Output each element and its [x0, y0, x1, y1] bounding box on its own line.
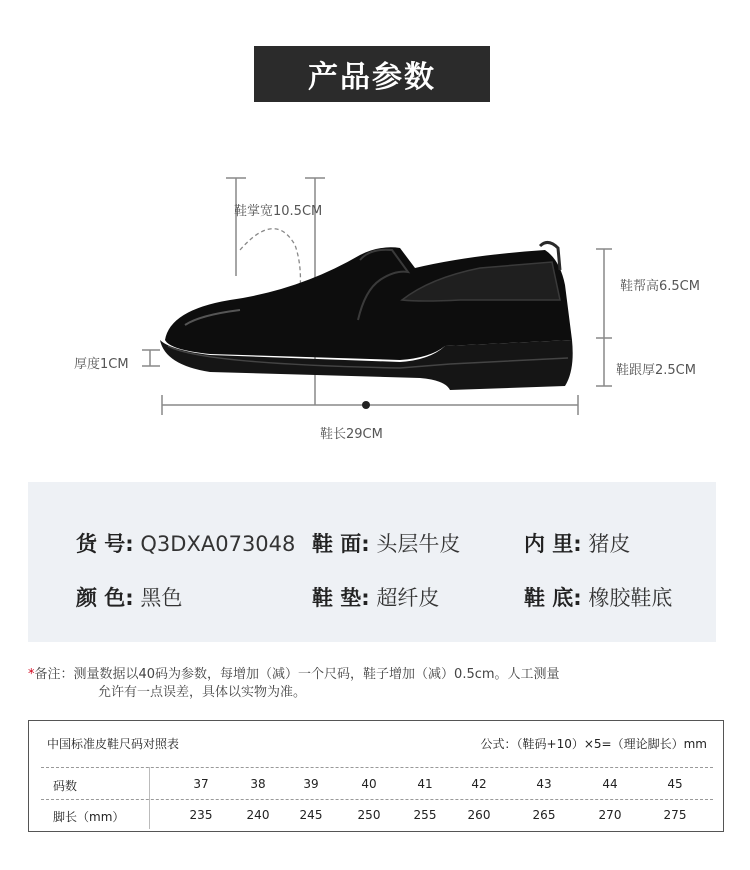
foot-length-cell: 270 [598, 808, 622, 822]
table-divider [41, 799, 713, 800]
size-table-title: 中国标准皮鞋尺码对照表 [47, 737, 180, 751]
upper-height-label: 鞋帮高6.5CM [620, 279, 700, 294]
foot-length-cell: 275 [663, 808, 687, 822]
size-cell: 42 [471, 777, 487, 791]
size-cell: 41 [417, 777, 433, 791]
shoe-diagram [0, 150, 750, 450]
param-item-no: 货 号: Q3DXA073048 [76, 532, 296, 556]
param-upper: 鞋 面: 头层牛皮 [312, 532, 461, 556]
row-label-foot-length: 脚长（mm） [53, 810, 125, 824]
param-color: 颜 色: 黑色 [76, 586, 183, 610]
size-cell: 45 [667, 777, 683, 791]
foot-length-cell: 250 [357, 808, 381, 822]
page-title: 产品参数 [254, 46, 490, 102]
foot-length-cell: 255 [413, 808, 437, 822]
size-formula: 公式：（鞋码+10）×5=（理论脚长）mm [480, 737, 707, 751]
size-cell: 43 [536, 777, 552, 791]
size-cell: 38 [250, 777, 266, 791]
shoe-illustration [0, 150, 750, 450]
measurement-note: *备注：测量数据以40码为参数，每增加（减）一个尺码，鞋子增加（减）0.5cm。人工测量 允许有一点误差，具体以实物为准。 [28, 667, 560, 700]
param-insole: 鞋 垫: 超纤皮 [312, 586, 440, 610]
table-column-separator [149, 767, 150, 829]
param-lining: 内 里: 猪皮 [524, 532, 631, 556]
foot-length-cell: 240 [246, 808, 270, 822]
param-outsole: 鞋 底: 橡胶鞋底 [524, 586, 673, 610]
toe-width-label: 鞋掌宽10.5CM [234, 204, 323, 219]
heel-thickness-label: 鞋跟厚2.5CM [616, 363, 696, 378]
foot-length-cell: 265 [532, 808, 556, 822]
foot-length-cell: 245 [299, 808, 323, 822]
product-params [28, 482, 716, 642]
size-cell: 39 [303, 777, 319, 791]
size-cell: 44 [602, 777, 618, 791]
foot-length-cell: 235 [189, 808, 213, 822]
size-cell: 37 [193, 777, 209, 791]
size-cell: 40 [361, 777, 377, 791]
size-chart-table [28, 720, 724, 832]
table-divider [41, 767, 713, 768]
length-label: 鞋长29CM [320, 427, 383, 442]
row-label-size: 码数 [53, 779, 78, 793]
foot-length-cell: 260 [467, 808, 491, 822]
thickness-label: 厚度1CM [74, 357, 129, 372]
